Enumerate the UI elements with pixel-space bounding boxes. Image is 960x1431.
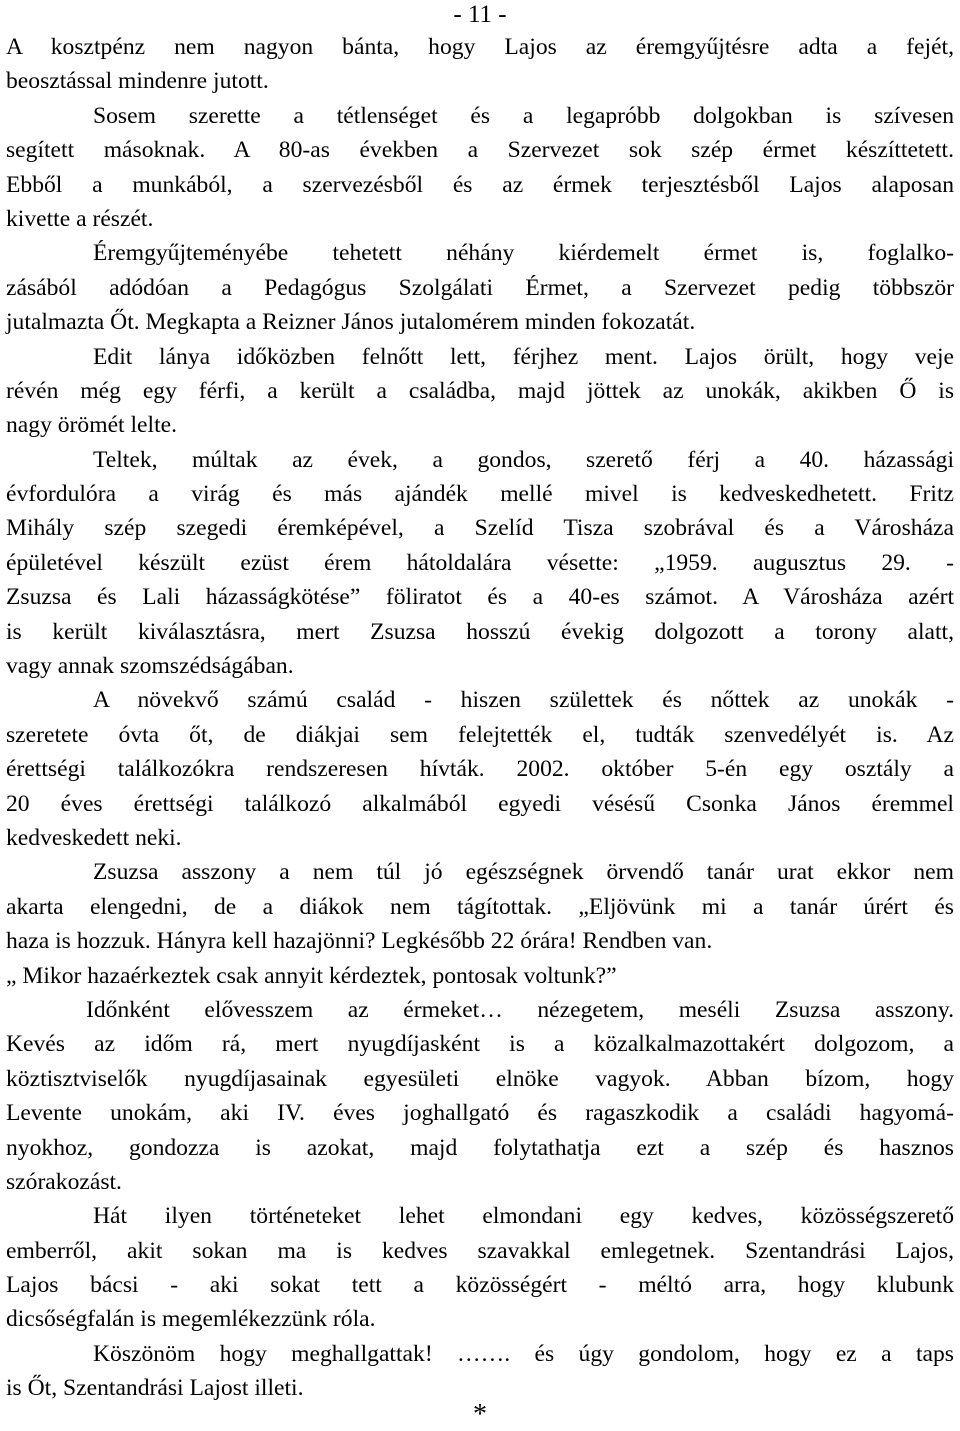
text-line: akarta elengedni, de a diákok nem tágítottak. „Eljövünk mi a tanár úrért és [6,893,954,920]
text-line: Lajos bácsi - aki sokat tett a közösségért - méltó arra, hogy klubunk [6,1272,954,1299]
text-line: Köszönöm hogy meghallgattak! ……. és úgy gondolom, hogy ez a taps [93,1340,954,1367]
text-line: Levente unokám, aki IV. éves joghallgató és ragaszkodik a családi hagyomá- [6,1100,954,1127]
text-line: nyokhoz, gondozza is azokat, majd folytathatja ezt a szép és hasznos [6,1134,954,1161]
body-text [6,30,954,1406]
text-line: is Őt, Szentandrási Lajost illeti. [6,1375,304,1402]
text-line: A kosztpénz nem nagyon bánta, hogy Lajos az éremgyűjtésre adta a fejét, [6,34,954,60]
end-asterisk: * [473,1399,487,1430]
text-line: 20 éves érettségi találkozó alkalmából egyedi vésésű Csonka János éremmel [6,790,954,817]
text-line: Zsuzsa asszony a nem túl jó egészségnek örvendő tanár urat ekkor nem [93,859,954,886]
text-line: beosztással mindenre jutott. [6,68,269,95]
text-line: nagy örömét lelte. [6,412,177,439]
text-line: haza is hozzuk. Hányra kell hazajönni? Legkésőbb 22 órára! Rendben van. [6,928,713,955]
text-line: szórakozást. [6,1168,122,1195]
text-line: is került kiválasztásra, mert Zsuzsa hosszú évekig dolgozott a torony alatt, [6,618,954,645]
text-line: zásából adódóan a Pedagógus Szolgálati Érmet, a Szervezet pedig többször [6,274,954,301]
page-number: - 11 - [453,1,507,28]
text-line: érettségi találkozókra rendszeresen hívták. 2002. október 5-én egy osztály a [6,756,954,783]
text-line: Sosem szerette a tétlenséget és a legapróbb dolgokban is szívesen [93,102,954,129]
text-line: Zsuzsa és Lali házasságkötése” föliratot és a 40-es számot. A Városháza azért [6,584,954,611]
text-line: Hát ilyen történeteket lehet elmondani egy kedves, közösségszerető [93,1203,954,1230]
text-line: révén még egy férfi, a került a családba, majd jöttek az unokák, akikben Ő is [6,377,954,404]
text-line: „ Mikor hazaérkeztek csak annyit kérdeztek, pontosak voltunk?” [6,962,617,989]
text-line: emberről, akit sokan ma is kedves szavakkal emlegetnek. Szentandrási Lajos, [6,1237,954,1264]
text-line: köztisztviselők nyugdíjasainak egyesületi elnöke vagyok. Abban bízom, hogy [6,1065,954,1092]
text-line: Mihály szép szegedi éremképével, a Szelíd Tisza szobrával és a Városháza [6,515,954,542]
text-line: kivette a részét. [6,205,154,232]
text-line: szeretete óvta őt, de diákjai sem felejtették el, tudták szenvedélyét is. Az [6,721,954,748]
text-line: segített másoknak. A 80-as években a Szervezet sok szép érmet készíttetett. [6,137,954,164]
text-line: Teltek, múltak az évek, a gondos, szerető férj a 40. házassági [93,446,954,473]
text-line: vagy annak szomszédságában. [6,653,294,680]
text-line: Időnként elővesszem az érmeket… nézegetem, meséli Zsuzsa asszony. [86,996,954,1023]
text-line: Edit lánya időközben felnőtt lett, férjhez ment. Lajos örült, hogy veje [93,343,954,370]
text-line: Ebből a munkából, a szervezésből és az érmek terjesztésből Lajos alaposan [6,171,954,198]
text-line: jutalmazta Őt. Megkapta a Reizner János jutalomérem minden fokozatát. [6,309,696,336]
text-line: épületével készült ezüst érem hátoldalára vésette: „1959. augusztus 29. - [6,549,954,576]
text-line: dicsőségfalán is megemlékezzünk róla. [6,1306,376,1333]
text-line: Éremgyűjteményébe tehetett néhány kiérdemelt érmet is, foglalko- [93,240,954,267]
text-line: kedveskedett neki. [6,824,182,851]
text-line: A növekvő számú család - hiszen születtek és nőttek az unokák - [93,687,954,714]
text-line: Kevés az időm rá, mert nyugdíjasként is a közalkalmazottakért dolgozom, a [6,1031,954,1058]
text-line: évfordulóra a virág és más ajándék mellé mivel is kedveskedhetett. Fritz [6,481,954,508]
